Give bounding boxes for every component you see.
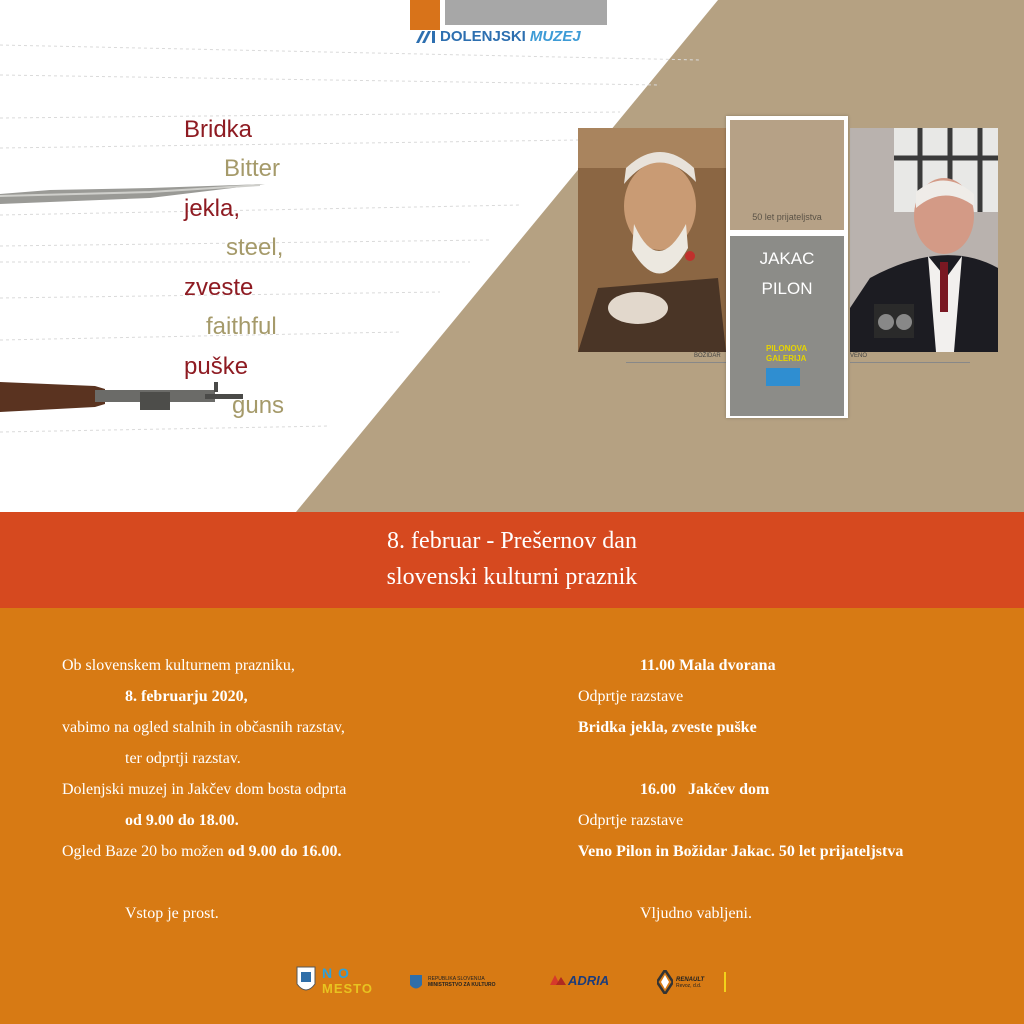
ministry-crest-icon [409, 974, 423, 992]
banner-line-2: slovenski kulturni praznik [386, 564, 638, 590]
gallery-line-2: GALERIJA [766, 354, 807, 363]
event2-label: Odprtje razstave [578, 812, 684, 829]
event2-time-text: 16.00 Jakčev dom [640, 781, 770, 798]
book-title [726, 244, 848, 304]
logo-grey-block [445, 0, 607, 25]
caption-line-left [626, 362, 726, 363]
renault-diamond-icon [657, 970, 673, 994]
nm-line-2: MESTO [322, 981, 373, 996]
novo-mesto-crest-icon [296, 966, 316, 996]
invite-free-entry: Vstop je prost. [125, 905, 219, 922]
invite-baza-text: Ogled Baze 20 bo možen [62, 843, 224, 860]
novo-mesto-logo [322, 966, 382, 1000]
closing-text: Vljudno vabljeni. [640, 905, 752, 922]
logo-orange-block [410, 0, 440, 30]
renault-line-2: Revoz, d.d. [676, 983, 702, 989]
event2-title-text: Veno Pilon in Božidar Jakac. 50 let prijateljstva [578, 843, 904, 860]
event1-title [578, 719, 757, 737]
renault-logo [676, 977, 704, 989]
museum-logo[interactable] [416, 28, 581, 45]
portrait-bozidar-jakac [578, 128, 726, 352]
caption-veno: VENO [850, 353, 868, 359]
poem-line-zveste: zveste [184, 274, 254, 301]
renault-line-1: RENAULT [676, 977, 705, 983]
invite-hours-text: od 9.00 do 18.00. [125, 812, 239, 829]
nm-line-1: N O [322, 965, 350, 981]
book-cover [726, 116, 848, 418]
museum-logo-icon [416, 31, 436, 43]
pilonova-galerija-text [766, 344, 810, 364]
invite-hours [125, 812, 239, 830]
book-subtitle: 50 let prijateljstva [752, 212, 822, 222]
poem-line-faithful: faithful [206, 313, 277, 340]
event1-label: Odprtje razstave [578, 688, 684, 705]
ministry-line-2: MINISTRSTVO ZA KULTURO [428, 982, 496, 988]
caption-bozidar: BOŽIDAR [694, 353, 721, 359]
event1-title-text: Bridka jekla, zveste puške [578, 719, 757, 736]
portrait-veno-image [850, 128, 998, 352]
invite-baza-hours: od 9.00 do 16.00. [227, 843, 342, 860]
portrait-bozidar-image [578, 128, 726, 352]
renault-accent-bar [724, 972, 726, 992]
event2-title [578, 843, 903, 861]
invite-line-1: Ob slovenskem kulturnem prazniku, [62, 657, 295, 674]
invite-date-text: 8. februarju 2020, [125, 688, 248, 705]
ministry-line-1: REPUBLIKA SLOVENIJA [428, 976, 485, 982]
invite-line-5: Dolenjski muzej in Jakčev dom bosta odprta [62, 781, 347, 798]
adria-logo: ADRIA [568, 973, 610, 988]
logo-text-dolenjski: DOLENJSKI [440, 28, 526, 45]
adria-logo-icon [550, 975, 566, 985]
logo-text-muzej: MUZEJ [529, 28, 581, 45]
poem-line-steel: steel, [226, 234, 284, 261]
event1-time [640, 657, 776, 675]
poem-line-puske: puške [184, 353, 249, 380]
poem-line-jekla: jekla, [184, 195, 241, 222]
banner-line-1: 8. februar - Prešernov dan [387, 528, 637, 554]
book-title-pilon: PILON [761, 279, 813, 298]
caption-line-right [850, 362, 970, 363]
poem-line-bitter: Bitter [224, 155, 281, 182]
invite-line-7 [62, 843, 342, 861]
ministry-logo [428, 976, 496, 988]
poem-line-guns: guns [232, 392, 285, 419]
portrait-veno-pilon [850, 128, 998, 352]
gallery-line-1: PILONOVA [766, 344, 808, 353]
invite-line-3: vabimo na ogled stalnih in občasnih razstav, [62, 719, 345, 736]
event1-time-text: 11.00 Mala dvorana [640, 657, 776, 674]
poem-line-bridka: Bridka [184, 116, 253, 143]
book-title-jakac: JAKAC [759, 249, 815, 268]
holiday-banner [0, 512, 1024, 608]
event2-time [640, 781, 769, 799]
invite-date [125, 688, 248, 706]
invite-line-4: ter odprtji razstav. [125, 750, 241, 767]
